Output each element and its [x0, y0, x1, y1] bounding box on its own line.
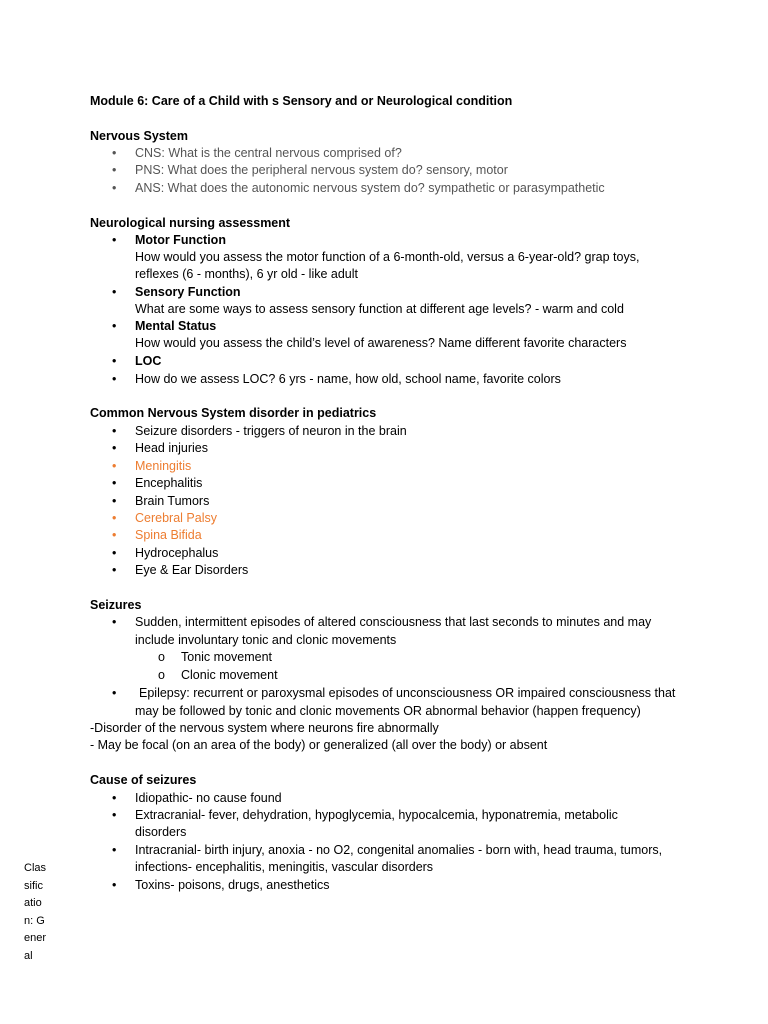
bullet-icon: •	[112, 808, 117, 822]
bullet-icon: •	[112, 528, 117, 542]
list-item: Head injuries	[135, 441, 208, 455]
bullet-icon: •	[112, 878, 117, 892]
bullet-icon: •	[112, 686, 117, 700]
motor-function-label: Motor Function	[135, 233, 226, 247]
sub-list-item: Tonic movement	[181, 650, 273, 664]
list-item: Extracranial- fever, dehydration, hypoglycemia, hypocalcemia, hyponatremia, metabolic	[135, 808, 618, 822]
bullet-icon: •	[112, 233, 117, 247]
bullet-icon: •	[112, 791, 117, 805]
list-item-continuation: include involuntary tonic and clonic movements	[135, 633, 397, 647]
bullet-icon: •	[112, 563, 117, 577]
causes-heading: Cause of seizures	[90, 773, 197, 787]
assessment-heading: Neurological nursing assessment	[90, 216, 291, 230]
mental-status-text: How would you assess the child’s level of awareness? Name different favorite characters	[135, 336, 627, 350]
loc-label: LOC	[135, 354, 162, 368]
bullet-icon: •	[112, 843, 117, 857]
bullet-icon: •	[112, 494, 117, 508]
page-title: Module 6: Care of a Child with s Sensory and or Neurological condition	[90, 94, 513, 108]
bullet-icon: •	[112, 354, 117, 368]
list-item: CNS: What is the central nervous comprised of?	[135, 146, 402, 160]
bullet-icon: •	[112, 163, 117, 177]
sub-bullet-icon: o	[158, 668, 165, 682]
mental-status-label: Mental Status	[135, 319, 217, 333]
sub-bullet-icon: o	[158, 650, 165, 664]
classification-label: Classification: General	[24, 862, 47, 962]
list-item: Spina Bifida	[135, 528, 202, 542]
list-item: Cerebral Palsy	[135, 511, 217, 525]
sub-list-item: Clonic movement	[181, 668, 278, 682]
sensory-function-label: Sensory Function	[135, 285, 241, 299]
bullet-icon: •	[112, 476, 117, 490]
note-text: -Disorder of the nervous system where neurons fire abnormally	[90, 721, 439, 735]
list-item: Hydrocephalus	[135, 546, 219, 560]
list-item: Idiopathic- no cause found	[135, 791, 282, 805]
list-item: Brain Tumors	[135, 494, 210, 508]
list-item: ANS: What does the autonomic nervous system do? sympathetic or parasympathetic	[135, 181, 605, 195]
bullet-icon: •	[112, 546, 117, 560]
bullet-icon: •	[112, 511, 117, 525]
loc-text: How do we assess LOC? 6 yrs - name, how old, school name, favorite colors	[135, 372, 561, 386]
motor-function-text: How would you assess the motor function of a 6-month-old, versus a 6-year-old? grap toys,	[135, 250, 640, 264]
list-item: Encephalitis	[135, 476, 203, 490]
list-item: PNS: What does the peripheral nervous system do? sensory, motor	[135, 163, 508, 177]
note-text: - May be focal (on an area of the body) or generalized (all over the body) or absent	[90, 738, 548, 752]
disorders-heading: Common Nervous System disorder in pediatrics	[90, 406, 377, 420]
sensory-function-text: What are some ways to assess sensory function at different age levels? - warm and cold	[135, 302, 624, 316]
list-item-continuation: may be followed by tonic and clonic movements OR abnormal behavior (happen frequency)	[135, 704, 641, 718]
list-item: Intracranial- birth injury, anoxia - no O2, congenital anomalies - born with, head trauma, tumors,	[135, 843, 663, 857]
list-item: Seizure disorders - triggers of neuron in the brain	[135, 424, 407, 438]
list-item-continuation: disorders	[135, 825, 187, 839]
bullet-icon: •	[112, 285, 117, 299]
motor-function-text: reflexes (6 - months), 6 yr old - like adult	[135, 267, 358, 281]
list-item: Eye & Ear Disorders	[135, 563, 249, 577]
bullet-icon: •	[112, 424, 117, 438]
list-item-continuation: infections- encephalitis, meningitis, vascular disorders	[135, 860, 434, 874]
list-item: Epilepsy: recurrent or paroxysmal episodes of unconsciousness OR impaired consciousness that	[139, 686, 676, 700]
list-item: Sudden, intermittent episodes of altered consciousness that last seconds to minutes and may	[135, 615, 652, 629]
list-item: Toxins- poisons, drugs, anesthetics	[135, 878, 330, 892]
bullet-icon: •	[112, 615, 117, 629]
bullet-icon: •	[112, 146, 117, 160]
bullet-icon: •	[112, 441, 117, 455]
list-item: Meningitis	[135, 459, 192, 473]
nervous-system-heading: Nervous System	[90, 129, 188, 143]
bullet-icon: •	[112, 319, 117, 333]
seizures-heading: Seizures	[90, 598, 142, 612]
bullet-icon: •	[112, 372, 117, 386]
bullet-icon: •	[112, 459, 117, 473]
bullet-icon: •	[112, 181, 117, 195]
